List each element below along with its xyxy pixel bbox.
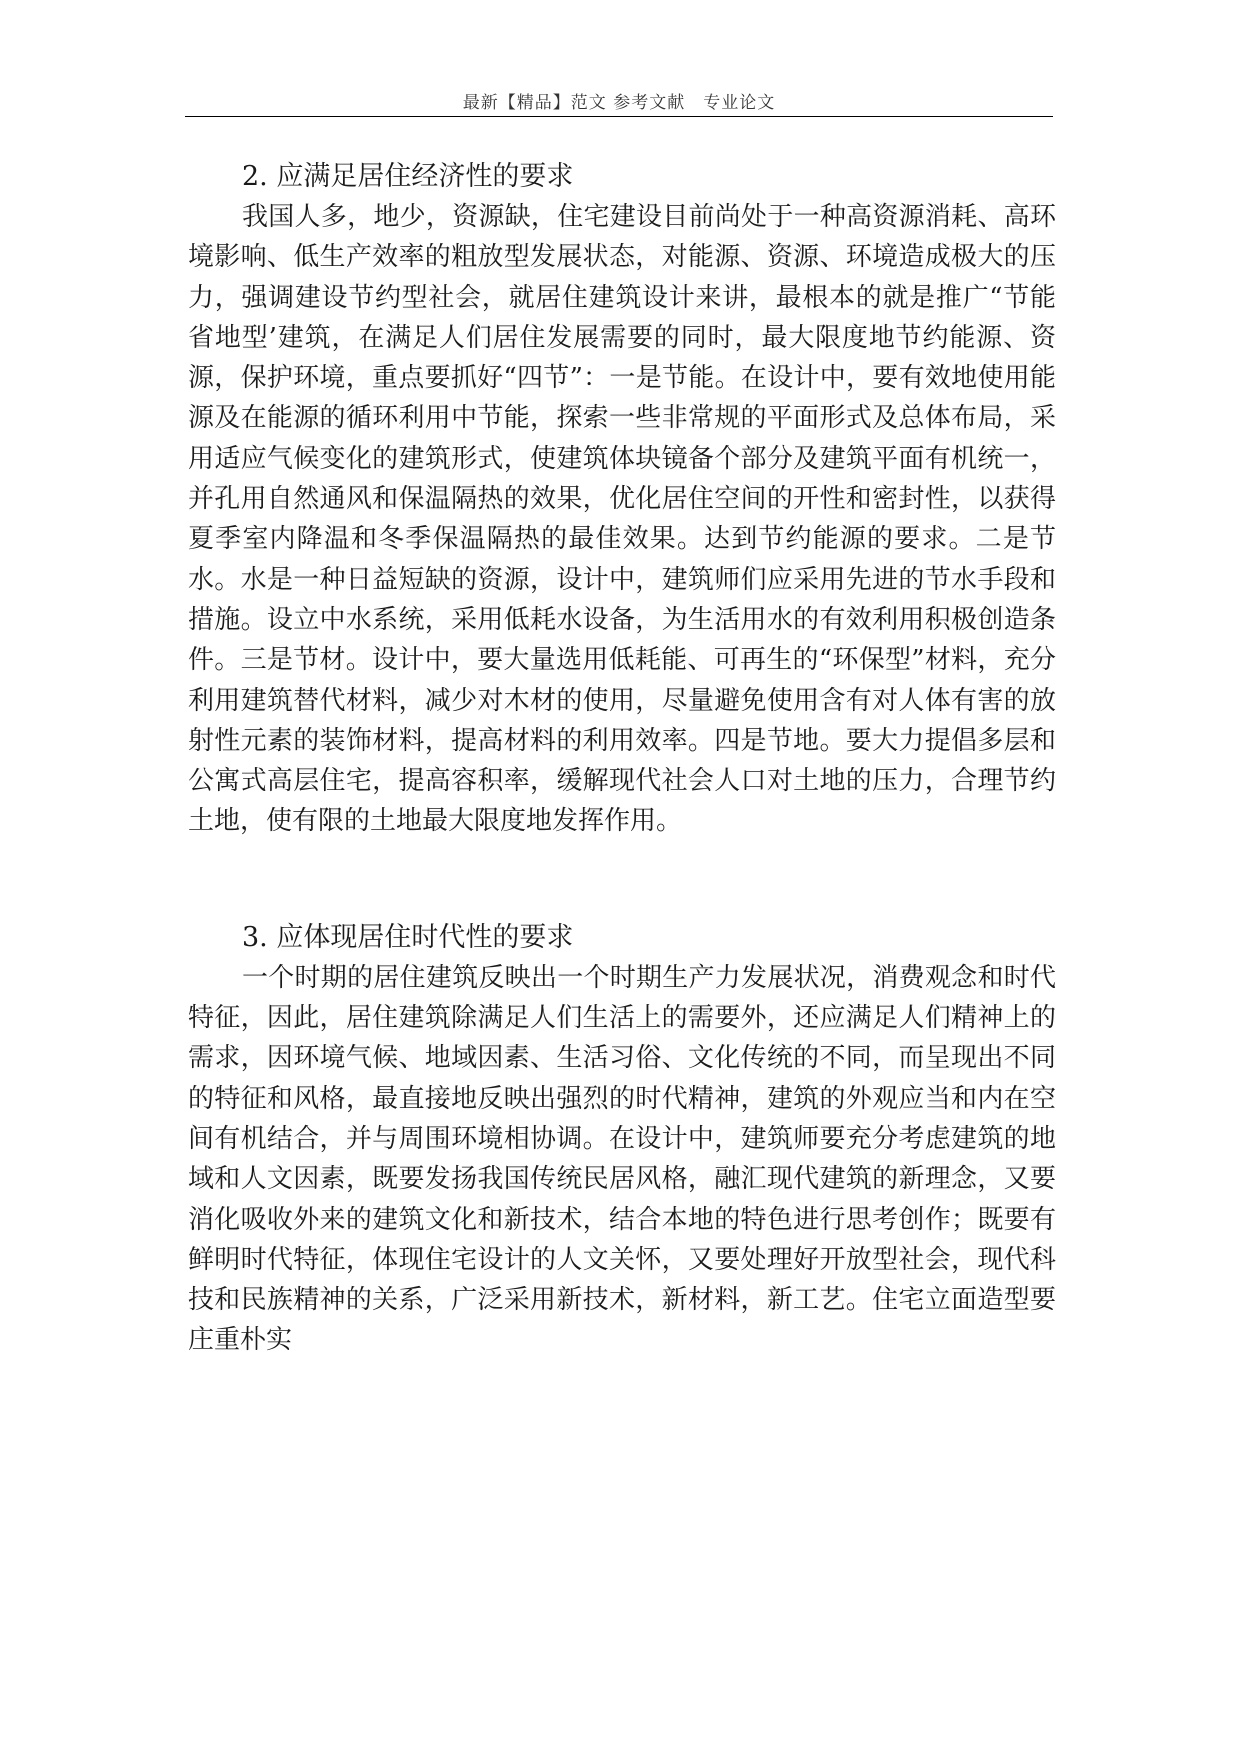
section-gap: [188, 842, 1056, 918]
header-divider: [185, 116, 1053, 117]
page-header: 最新【精品】范文 参考文献 专业论文: [462, 93, 776, 113]
section-paragraph: 一个时期的居住建筑反映出一个时期生产力发展状况，消费观念和时代特征，因此，居住建筑除满足人们生活上的需要外，还应满足人们精神上的需求，因环境气候、地域因素、生活习俗、文化传统的不同，而呈现出不同的特征和风格，最直接地反映出强烈的时代精神，建筑的外观应当和内在空间有机结合，并与周围环境相协调。在设计中，建筑师要充分考虑建筑的地域和人文因素，既要发扬我国传统民居风格，融汇现代建筑的新理念，又要消化吸收外来的建筑文化和新技术，结合本地的特色进行思考创作；既要有鲜明时代特征，体现住宅设计的人文关怀，又要处理好开放型社会，现代科技和民族精神的关系，广泛采用新技术，新材料，新工艺。住宅立面造型要庄重朴实: [188, 962, 1056, 1356]
section-heading: 2. 应满足居住经济性的要求: [242, 161, 574, 192]
document-body: [188, 157, 1056, 1361]
section-heading: 3. 应体现居住时代性的要求: [242, 921, 574, 953]
section-economy: [188, 157, 1056, 842]
section-modernity: [188, 918, 1056, 1361]
section-paragraph: 我国人多，地少，资源缺，住宅建设目前尚处于一种高资源消耗、高环境影响、低生产效率的粗放型发展状态，对能源、资源、环境造成极大的压力，强调建设节约型社会，就居住建筑设计来讲，最根本的就是推广“节能省地型’建筑，在满足人们居住发展需要的同时，最大限度地节约能源、资源，保护环境，重点要抓好“四节”：一是节能。在设计中，要有效地使用能源及在能源的循环利用中节能，探索一些非常规的平面形式及总体布局，采用适应气候变化的建筑形式，使建筑体块镜备个部分及建筑平面有机统一，并孔用自然通风和保温隔热的效果，优化居住空间的开性和密封性，以获得夏季室内降温和冬季保温隔热的最佳效果。达到节约能源的要求。二是节水。水是一种日益短缺的资源，设计中，建筑师们应采用先进的节水手段和措施。设立中水系统，采用低耗水设备，为生活用水的有效利用积极创造条件。三是节材。设计中，要大量选用低耗能、可再生的“环保型”材料，充分利用建筑替代材料，减少对木材的使用，尽量避免使用含有对人体有害的放射性元素的装饰材料，提高材料的利用效率。四是节地。要大力提倡多层和公寓式高层住宅，提高容积率，缓解现代社会人口对土地的压力，合理节约土地，使有限的土地最大限度地发挥作用。: [188, 202, 1056, 837]
